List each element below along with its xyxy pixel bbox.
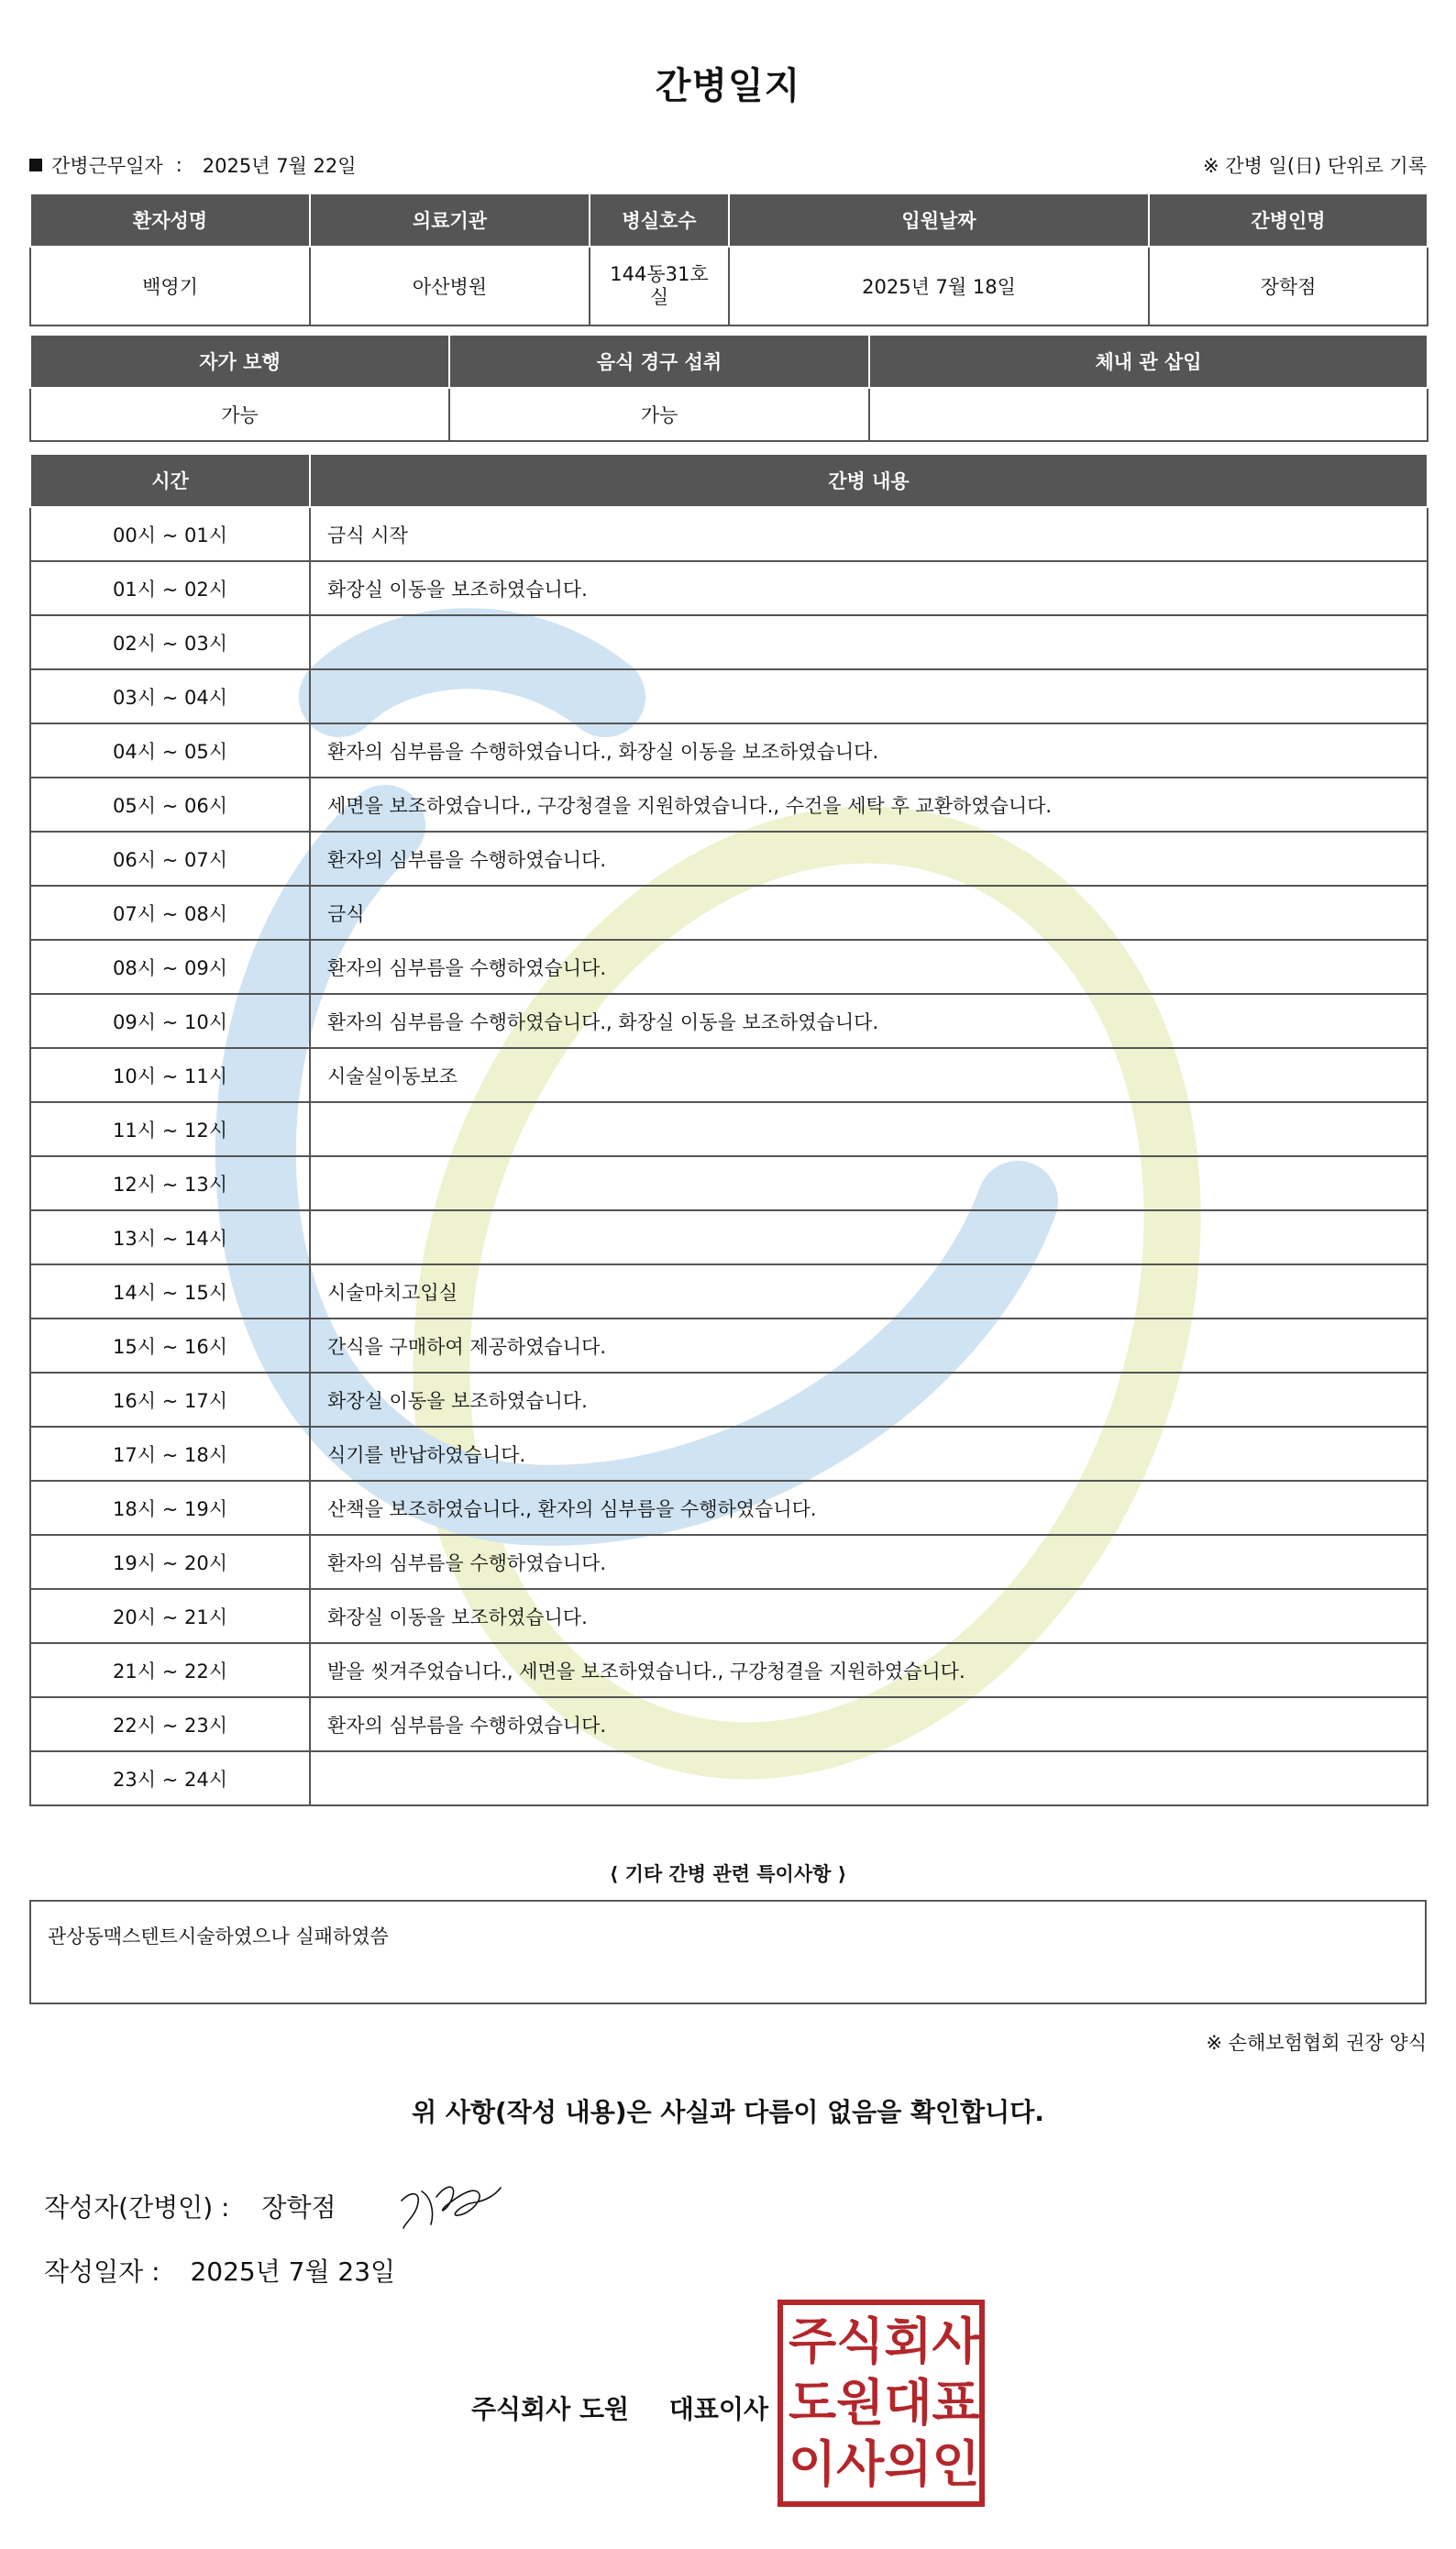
writer-name: 장학점: [261, 2192, 336, 2223]
work-date-value: 2025년 7월 22일: [202, 155, 357, 177]
patient-info-table: [29, 193, 1428, 326]
header-hospital: 의료기관: [310, 193, 590, 247]
content-cell: [310, 1156, 1428, 1210]
association-note: ※ 손해보험협회 권장 양식: [1206, 2032, 1427, 2054]
admission-date: 2025년 7월 18일: [729, 247, 1149, 326]
table-row: [30, 507, 1428, 561]
time-cell: 05시 ~ 06시: [30, 778, 310, 832]
content-cell: 식기를 반납하였습니다.: [310, 1427, 1428, 1481]
content-cell: 화장실 이동을 보조하였습니다.: [310, 561, 1428, 615]
content-cell: [310, 1102, 1428, 1156]
table-row: [30, 886, 1428, 940]
tube-insertion-value: [869, 388, 1428, 441]
table-row: [30, 1643, 1428, 1697]
content-cell: 간식을 구매하여 제공하였습니다.: [310, 1319, 1428, 1373]
oral-intake-value: 가능: [449, 388, 869, 441]
table-row: [30, 1264, 1428, 1319]
table-row: [30, 1751, 1428, 1805]
time-cell: 21시 ~ 22시: [30, 1643, 310, 1697]
time-cell: 20시 ~ 21시: [30, 1589, 310, 1643]
time-cell: 15시 ~ 16시: [30, 1319, 310, 1373]
table-row: [30, 1535, 1428, 1589]
time-cell: 13시 ~ 14시: [30, 1210, 310, 1264]
time-cell: 12시 ~ 13시: [30, 1156, 310, 1210]
work-date-separator: :: [175, 154, 182, 176]
company-line: [471, 2389, 768, 2426]
header-time: 시간: [30, 454, 310, 507]
representative-title: 대표이사: [668, 2394, 768, 2424]
time-cell: 17시 ~ 18시: [30, 1427, 310, 1481]
table-row: [30, 1156, 1428, 1210]
content-cell: 환자의 심부름을 수행하였습니다.: [310, 832, 1428, 886]
content-cell: [310, 1751, 1428, 1805]
content-cell: 발을 씻겨주었습니다., 세면을 보조하였습니다., 구강청결을 지원하였습니다.: [310, 1643, 1428, 1697]
content-cell: [310, 615, 1428, 669]
time-cell: 23시 ~ 24시: [30, 1751, 310, 1805]
time-cell: 08시 ~ 09시: [30, 940, 310, 994]
confirmation-statement: 위 사항(작성 내용)은 사실과 다름이 없음을 확인합니다.: [412, 2097, 1044, 2127]
time-cell: 04시 ~ 05시: [30, 723, 310, 778]
document-title: 간병일지: [655, 65, 801, 107]
time-cell: 18시 ~ 19시: [30, 1481, 310, 1535]
time-cell: 02시 ~ 03시: [30, 615, 310, 669]
time-cell: 19시 ~ 20시: [30, 1535, 310, 1589]
table-row: [30, 1210, 1428, 1264]
table-row: [30, 1481, 1428, 1535]
table-row: [30, 1427, 1428, 1481]
time-cell: 22시 ~ 23시: [30, 1697, 310, 1751]
content-cell: 환자의 심부름을 수행하였습니다.: [310, 1535, 1428, 1589]
content-cell: 금식 시작: [310, 507, 1428, 561]
content-cell: 환자의 심부름을 수행하였습니다.: [310, 1697, 1428, 1751]
header-walking: 자가 보행: [30, 335, 449, 388]
header-tube-insertion: 체내 관 삽입: [869, 335, 1428, 388]
table-row: [30, 615, 1428, 669]
table-row: [30, 940, 1428, 994]
patient-name: 백영기: [30, 247, 310, 326]
hospital: 아산병원: [310, 247, 590, 326]
walking-value: 가능: [30, 388, 449, 441]
table-row: [30, 994, 1428, 1048]
table-row: [30, 561, 1428, 615]
table-row: [30, 1102, 1428, 1156]
remarks-label: ⟨ 기타 간병 관련 특이사항 ⟩: [609, 1863, 847, 1885]
table-row: [30, 832, 1428, 886]
content-cell: 환자의 심부름을 수행하였습니다., 화장실 이동을 보조하였습니다.: [310, 994, 1428, 1048]
writer-line: [44, 2188, 336, 2224]
time-cell: 06시 ~ 07시: [30, 832, 310, 886]
unit-note: ※ 간병 일(日) 단위로 기록: [1203, 155, 1427, 177]
table-row: [30, 723, 1428, 778]
square-bullet-icon: [29, 159, 42, 171]
time-cell: 10시 ~ 11시: [30, 1048, 310, 1102]
time-cell: 00시 ~ 01시: [30, 507, 310, 561]
content-cell: 시술마치고입실: [310, 1264, 1428, 1319]
table-row: [30, 1697, 1428, 1751]
company-seal-stamp: 주 식 회 사 도 원 대 표 이 사 의 인: [778, 2300, 985, 2507]
time-cell: 07시 ~ 08시: [30, 886, 310, 940]
content-cell: [310, 669, 1428, 723]
writer-label: 작성자(간병인) :: [44, 2192, 230, 2223]
work-date: [29, 151, 357, 179]
table-row: [30, 1048, 1428, 1102]
room-number: 144동31호실: [590, 247, 729, 326]
header-oral-intake: 음식 경구 섭취: [449, 335, 869, 388]
time-cell: 09시 ~ 10시: [30, 994, 310, 1048]
written-date-line: [44, 2252, 395, 2289]
time-cell: 01시 ~ 02시: [30, 561, 310, 615]
header-patient-name: 환자성명: [30, 193, 310, 247]
remarks-box: [29, 1900, 1427, 2004]
content-cell: 환자의 심부름을 수행하였습니다.: [310, 940, 1428, 994]
time-cell: 03시 ~ 04시: [30, 669, 310, 723]
ability-table: [29, 334, 1428, 442]
content-cell: 시술실이동보조: [310, 1048, 1428, 1102]
header-admission-date: 입원날짜: [729, 193, 1149, 247]
caregiver-name: 장학점: [1149, 247, 1428, 326]
table-row: [30, 1589, 1428, 1643]
table-row: [30, 1373, 1428, 1427]
time-cell: 16시 ~ 17시: [30, 1373, 310, 1427]
content-cell: [310, 1210, 1428, 1264]
header-room: 병실호수: [590, 193, 729, 247]
time-cell: 14시 ~ 15시: [30, 1264, 310, 1319]
time-cell: 11시 ~ 12시: [30, 1102, 310, 1156]
written-date-label: 작성일자 :: [44, 2257, 160, 2287]
written-date: 2025년 7월 23일: [190, 2257, 396, 2287]
table-row: [30, 1319, 1428, 1373]
content-cell: 화장실 이동을 보조하였습니다.: [310, 1589, 1428, 1643]
table-row: [30, 778, 1428, 832]
care-log-table: [29, 453, 1428, 1806]
handwritten-signature: [394, 2164, 504, 2237]
content-cell: 환자의 심부름을 수행하였습니다., 화장실 이동을 보조하였습니다.: [310, 723, 1428, 778]
header-caregiver-name: 간병인명: [1149, 193, 1428, 247]
company-name: 주식회사 도원: [471, 2394, 630, 2424]
work-date-label: 간병근무일자: [51, 155, 163, 177]
content-cell: 화장실 이동을 보조하였습니다.: [310, 1373, 1428, 1427]
content-cell: 세면을 보조하였습니다., 구강청결을 지원하였습니다., 수건을 세탁 후 교환하였습니다.: [310, 778, 1428, 832]
table-row: [30, 669, 1428, 723]
header-care-content: 간병 내용: [310, 454, 1428, 507]
content-cell: 금식: [310, 886, 1428, 940]
remarks-text: 관상동맥스텐트시술하였으나 실패하였씀: [48, 1926, 389, 1948]
content-cell: 산책을 보조하였습니다., 환자의 심부름을 수행하였습니다.: [310, 1481, 1428, 1535]
